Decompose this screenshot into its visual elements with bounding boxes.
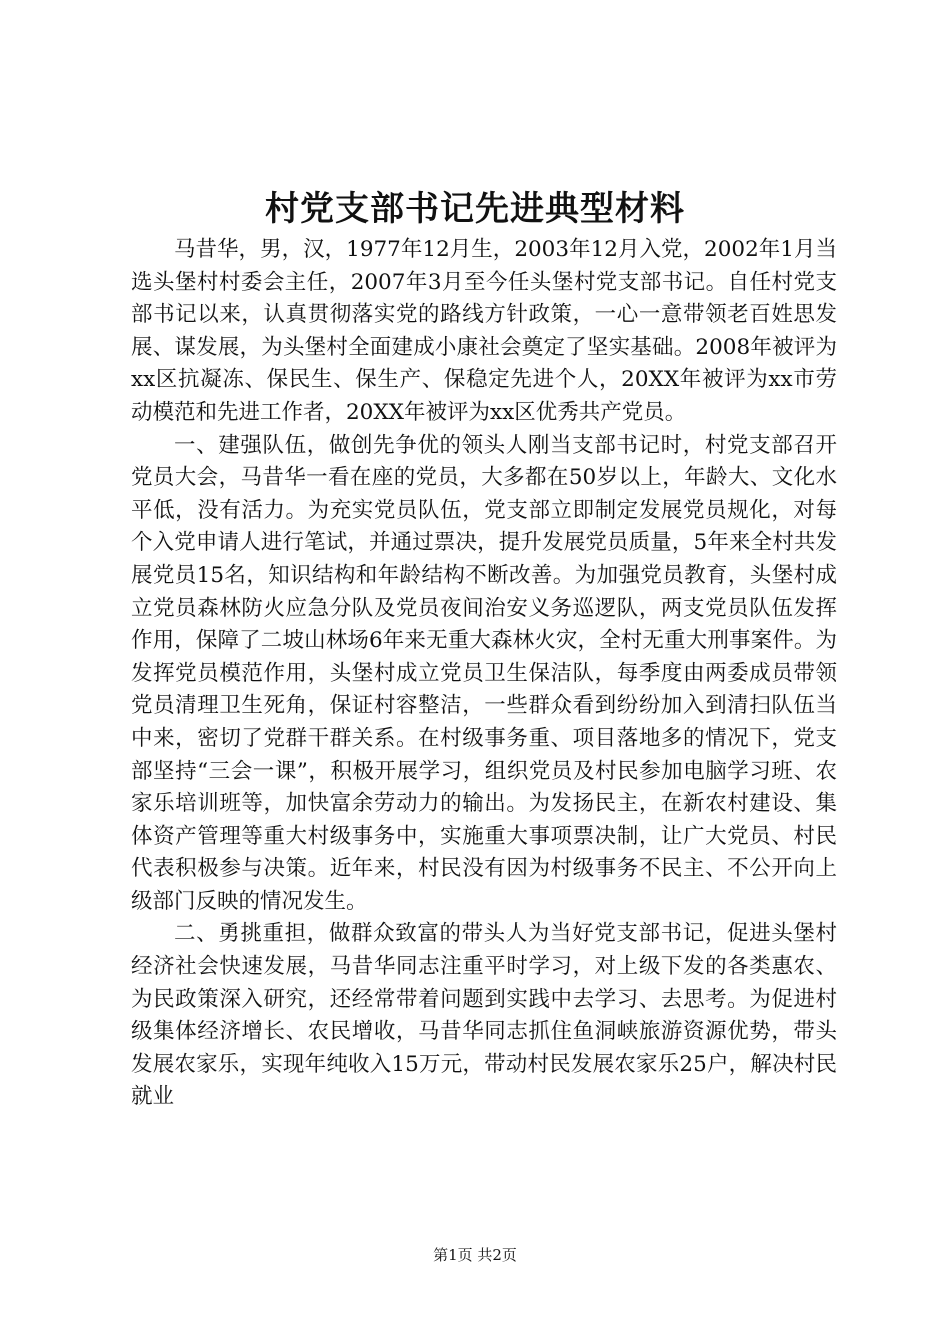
paragraph-intro: 马昔华，男，汉，1977年12月生，2003年12月入党，2002年1月当选头堡村村委会主任，2007年3月至今任头堡村党支部书记。自任村党支部书记以来，认真贯彻落实党的路线方针政策，一心一意带领老百姓思发展、谋发展，为头堡村全面建成小康社会奠定了坚实基础。2008年被评为xx区抗凝冻、保民生、保生产、保稳定先进个人，20XX年被评为xx市劳动模范和先进工作者，20XX年被评为xx区优秀共产党员。 [131,237,837,425]
page-footer: 第1页 共2页 [433,1246,517,1264]
document-title: 村党支部书记先进典型材料 [265,189,685,229]
paragraph-section-two: 二、勇挑重担，做群众致富的带头人为当好党支部书记，促进头堡村经济社会快速发展，马昔华同志注重平时学习，对上级下发的各类惠农、为民政策深入研究，还经常带着问题到实践中去学习、去思考。为促进村级集体经济增长、农民增收，马昔华同志抓住鱼洞峡旅游资源优势，带头发展农家乐，实现年纯收入15万元，带动村民发展农家乐25户，解决村民就业 [131,921,837,1110]
document-body [131,234,837,1114]
paragraph-section-one: 一、建强队伍，做创先争优的领头人刚当支部书记时，村党支部召开党员大会，马昔华一看在座的党员，大多都在50岁以上，年龄大、文化水平低，没有活力。为充实党员队伍，党支部立即制定发展党员规化，对每个入党申请人进行笔试，并通过票决，提升发展党员质量，5年来全村共发展党员15名，知识结构和年龄结构不断改善。为加强党员教育，头堡村成立党员森林防火应急分队及党员夜间治安义务巡逻队，两支党员队伍发挥作用，保障了二坡山林场6年来无重大森林火灾，全村无重大刑事案件。为发挥党员模范作用，头堡村成立党员卫生保洁队，每季度由两委成员带领党员清理卫生死角，保证村容整洁，一些群众看到纷纷加入到清扫队伍当中来，密切了党群干群关系。在村级事务重、项目落地多的情况下，党支部坚持“三会一课”，积极开展学习，组织党员及村民参加电脑学习班、农家乐培训班等，加快富余劳动力的输出。为发扬民主，在新农村建设、集体资产管理等重大村级事务中，实施重大事项票决制，让广大党员、村民代表积极参与决策。近年来，村民没有因为村级事务不民主、不公开向上级部门反映的情况发生。 [131,432,837,914]
